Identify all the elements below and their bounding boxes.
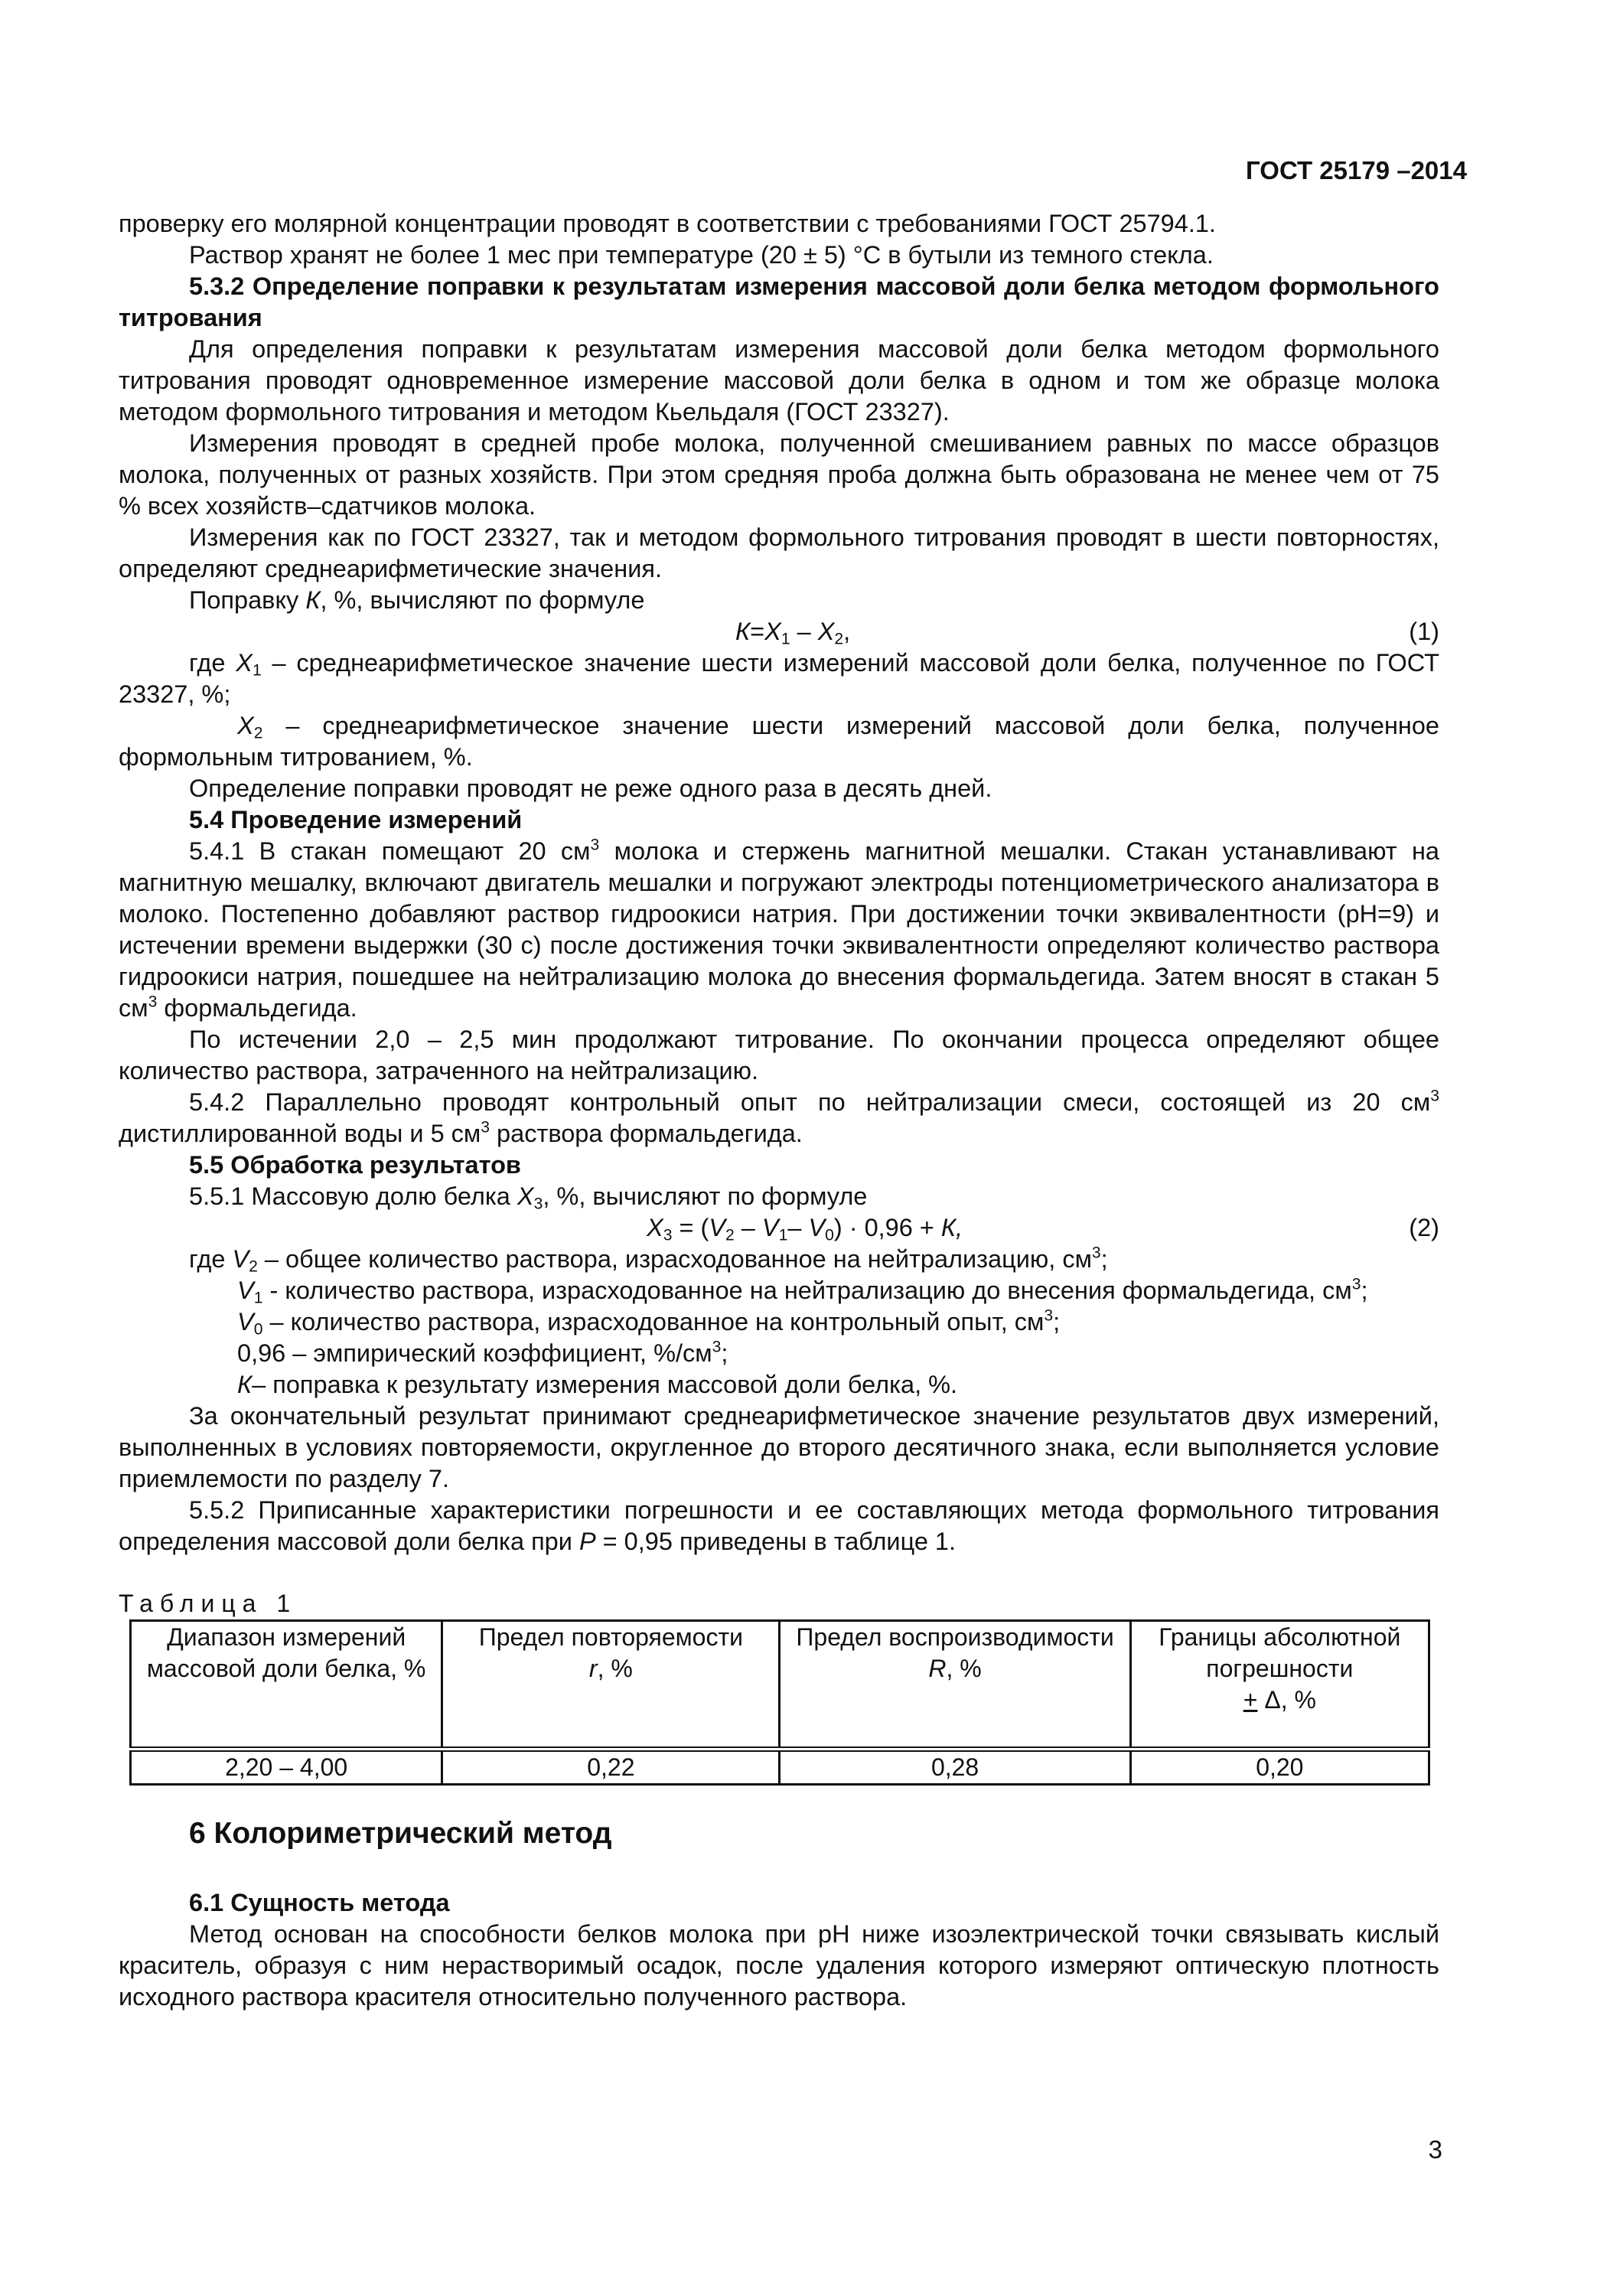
superscript: 3 [590,836,600,854]
text: дистиллированной воды и 5 см [119,1120,481,1147]
text: ; [1361,1277,1368,1304]
symbol-v: V [808,1214,826,1241]
formula-number: (2) [1409,1214,1439,1241]
text: – [790,618,818,645]
subscript: 2 [834,630,844,648]
symbol-k: К [305,586,321,614]
subscript: 0 [253,1320,263,1339]
accuracy-table [129,1619,1430,1786]
superscript: 3 [1430,1087,1439,1105]
table-header-row [131,1621,1429,1750]
symbol-k: К [237,1371,253,1398]
symbol-v: V [761,1214,779,1241]
subscript: 2 [253,724,263,742]
subscript: 0 [825,1226,834,1244]
symbol-x: Х [647,1214,663,1241]
where-clause [119,1244,1439,1275]
text: , %, вычисляют по формуле [543,1182,868,1210]
table-header-error-bounds [1130,1621,1429,1750]
symbol-x: Х [237,712,254,739]
text: ; [1100,1245,1108,1273]
paragraph: Измерения как по ГОСТ 23327, так и методом формольного титрования проводят в шести повторностях, определяют среднеарифметические значения. [119,523,1439,582]
text: ) · 0,96 + [833,1214,941,1241]
where-clause [119,710,1439,773]
text: 0,96 – эмпирический коэффициент, %/см [237,1339,712,1367]
paragraph [119,836,1439,1024]
paragraph: проверку его молярной концентрации проводят в соответствии с требованиями ГОСТ 25794.1. [119,210,1216,237]
paragraph: По истечении 2,0 – 2,5 мин продолжают титрование. По окончании процесса определяют общее количество раствора, затраченного на нейтрализацию. [119,1026,1439,1084]
superscript: 3 [481,1118,490,1137]
paragraph [119,585,1439,616]
text: , %, вычисляют по формуле [320,586,645,614]
table-header-reproducibility [780,1621,1130,1750]
symbol-v: V [709,1214,725,1241]
superscript: 3 [148,993,158,1011]
symbol-k: К, [940,1214,963,1241]
paragraph: Измерения проводят в средней пробе молока, полученной смешиванием равных по массе образцов молока, полученных от разных хозяйств. При этом средняя проба должна быть образована не менее чем от 75 % всех хозяйств–сдатчиков молока. [119,429,1439,520]
text: Предел воспроизводимости [796,1623,1114,1651]
text: формальдегида. [157,994,357,1022]
symbol-r: R [928,1655,947,1682]
text: = ( [672,1214,709,1241]
plus-minus-sign: + [1243,1686,1258,1714]
formula-2 [119,1212,1439,1244]
symbol-k: К [735,618,751,645]
symbol-x: Х [764,618,781,645]
text: 5.4.1 В стакан помещают 20 см [189,837,591,865]
text: , % [946,1655,982,1682]
subscript: 2 [725,1226,735,1244]
subscript: 1 [253,1289,263,1307]
paragraph: Для определения поправки к результатам измерения массовой доли белка методом формольного титрования проводят одновременное измерение массовой доли белка в одном и том же образце молока методом формольного титрования и методом Кьельдаля (ГОСТ 23327). [119,335,1439,426]
section-heading-5-3-2: 5.3.2 Определение поправки к результатам измерения массовой доли белка методом формольного титрования [119,272,1439,331]
symbol-x: Х [817,618,835,645]
text: – среднеарифметическое значение шести измерений массовой доли белка, полученное формольным титрованием, %. [119,712,1439,771]
table-caption: Таблица 1 [119,1590,298,1617]
text: 5.4.2 Параллельно проводят контрольный опыт по нейтрализации смеси, состоящей из 20 см [189,1088,1431,1116]
section-heading-5-5: 5.5 Обработка результатов [189,1151,521,1179]
subscript: 3 [533,1195,543,1213]
table-row [131,1750,1429,1785]
section-heading-6: 6 Колориметрический метод [189,1817,612,1850]
symbol-v: V [232,1245,249,1273]
text: , [843,618,851,645]
where-clause [119,1275,1439,1306]
section-heading-6-1: 6.1 Сущность метода [189,1889,450,1916]
text: 5.5.1 Массовую долю белка [189,1182,517,1210]
subscript: 2 [249,1257,258,1276]
text: – [787,1214,809,1241]
symbol-v: V [237,1277,254,1304]
text: раствора формальдегида. [490,1120,803,1147]
where-clause [119,1338,1439,1369]
table-header-repeatability [442,1621,780,1750]
page-content [119,208,1439,2013]
text: Δ, % [1257,1686,1316,1714]
paragraph [119,1181,1439,1212]
standard-header: ГОСТ 25179 –2014 [1246,156,1467,184]
section-heading-5-4: 5.4 Проведение измерений [189,806,523,833]
table-cell: 0,28 [780,1750,1130,1785]
table-cell: 0,20 [1130,1750,1429,1785]
text: = 0,95 приведены в таблице 1. [595,1528,957,1555]
superscript: 3 [1091,1244,1101,1262]
where-clause [119,647,1439,710]
text: Предел повторяемости [478,1623,743,1651]
paragraph: За окончательный результат принимают среднеарифметическое значение результатов двух измерений, выполненных в условиях повторяемости, округленное до второго десятичного знака, если выполняется условие приемлемости по разделу 7. [119,1402,1439,1492]
text: – поправка к результату измерения массовой доли белка, %. [252,1371,958,1398]
where-clause [119,1306,1439,1338]
symbol-r: r [588,1655,598,1682]
text: – [734,1214,762,1241]
subscript: 3 [663,1226,673,1244]
symbol-v: V [237,1308,254,1336]
page-number: 3 [1428,2135,1442,2164]
formula-1 [119,616,1439,647]
text: - количество раствора, израсходованное на нейтрализацию до внесения формальдегида, см [262,1277,1352,1304]
formula-expression [735,616,850,647]
formula-expression [647,1212,963,1244]
symbol-p: Р [578,1528,596,1555]
text: ; [1053,1308,1061,1336]
formula-number: (1) [1409,618,1439,645]
text: , % [597,1655,633,1682]
superscript: 3 [712,1338,722,1356]
paragraph [119,1495,1439,1557]
table-cell: 2,20 – 4,00 [131,1750,442,1785]
subscript: 1 [252,661,262,680]
text: – количество раствора, израсходованное на контрольный опыт, см [262,1308,1045,1336]
text: – среднеарифметическое значение шести измерений массовой доли белка, полученное по ГОСТ 23327, %; [119,649,1439,708]
subscript: 1 [778,1226,788,1244]
text: ; [721,1339,728,1367]
paragraph: Раствор хранят не более 1 мес при температуре (20 ± 5) °С в бутыли из темного стекла. [189,241,1214,269]
text: где [189,1245,233,1273]
table-header-range: Диапазон измерений массовой доли белка, % [131,1621,442,1750]
text: молока и стержень магнитной мешалки. Стакан устанавливают на магнитную мешалку, включают двигатель мешалки и погружают электроды потенциометрического анализатора в молоко. Постепенно добавляют раствор гидроокиси натрия. При достижении точки эквивалентности (рН=9) и истечении времени выдержки (30 с) после достижения точки эквивалентности определяют количество раствора гидроокиси натрия, пошедшее на нейтрализацию молока до внесения формальдегида. Затем вносят в стакан 5 см [119,837,1440,1022]
text: – общее количество раствора, израсходованное на нейтрализацию, см [257,1245,1092,1273]
subscript: 1 [781,630,790,648]
paragraph: Определение поправки проводят не реже одного раза в десять дней. [189,775,992,802]
text: где [189,649,236,677]
symbol-x: Х [236,649,253,677]
text: = [750,618,765,645]
table-cell: 0,22 [442,1750,780,1785]
where-clause [119,1369,1439,1401]
text: Поправку [189,586,306,614]
paragraph: Метод основан на способности белков молока при рН ниже изоэлектрической точки связывать кислый краситель, образуя с ним нерастворимый осадок, после удаления которого измеряют оптическую плотность исходного раствора красителя относительно полученного раствора. [119,1920,1439,2011]
paragraph [119,1087,1439,1150]
text: Границы абсолютной погрешности [1159,1623,1401,1682]
symbol-x: Х [517,1182,534,1210]
text: 5.5.2 Приписанные характеристики погрешности и ее составляющих метода формольного титрования определения массовой доли белка при [119,1496,1439,1555]
superscript: 3 [1044,1306,1054,1325]
superscript: 3 [1351,1275,1361,1293]
